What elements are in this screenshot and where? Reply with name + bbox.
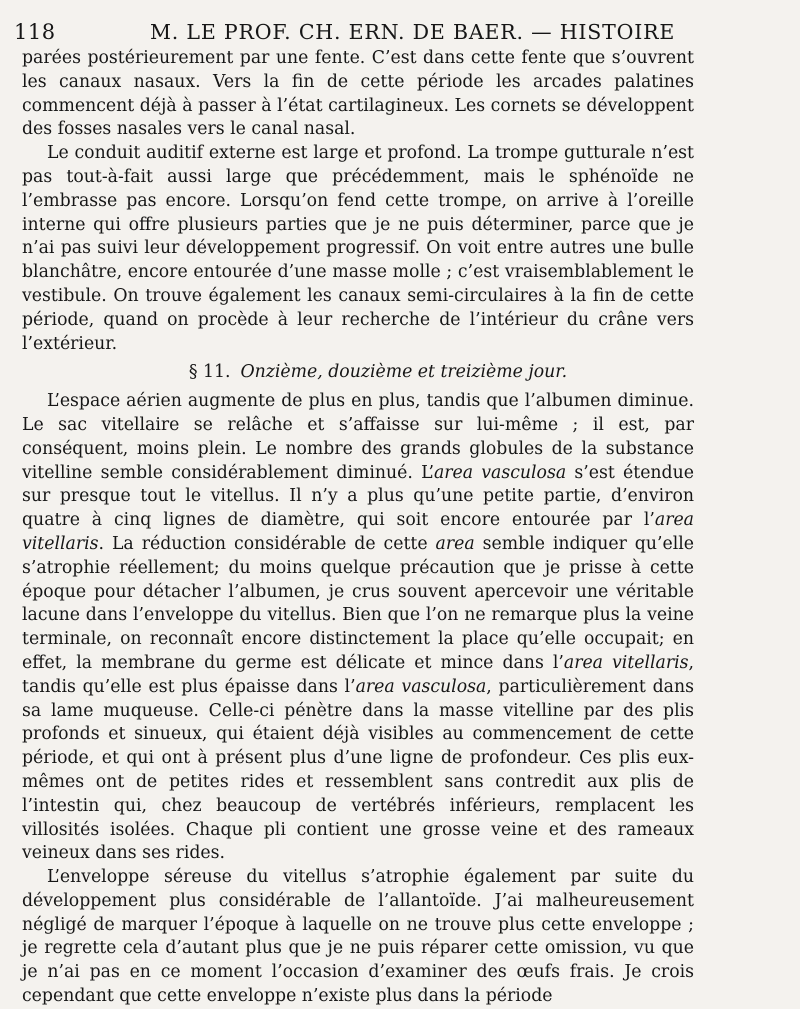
text-run: , tandis qu’elle est plus épaisse dans l’ [22, 652, 695, 697]
section-number: § 11. [188, 362, 231, 383]
text-run: , particulièrement dans sa lame muqueuse. Celle-ci pénètre dans la masse vitelline par des plis profonds et sinueux, qui étaient déjà visibles au commencement de cette période, et qui ont à présent plus d’une ligne de profondeur. Ces plis eux-mêmes ont de petites rides et ressemblent sans contredit aux plis de l’intestin qui, chez beaucoup de vertébrés inférieurs, remplacent les villosités isolées. Chaque pli contient une grosse veine et des rameaux veineux dans ses rides. [22, 676, 694, 864]
paragraph [22, 390, 694, 866]
text-run: . La réduction considérable de cette [98, 533, 436, 554]
text-run: L’espace aérien augmente de plus en plus, tandis que l’albumen diminue. Le sac vitellaire se relâche et s’affaisse sur lui-même ; il est, par conséquent, moins plein. Le nombre des grands globules de la substance vitelline semble considérablement diminué. L’ [22, 391, 694, 483]
paragraphs-before [22, 47, 694, 356]
italic-term: area vitellaris [22, 510, 694, 554]
body-text [22, 47, 694, 1009]
italic-term: area vitellaris [563, 652, 689, 673]
paragraphs-after [22, 390, 694, 1009]
section-title: Onzième, douzième et treizième jour. [240, 362, 568, 383]
running-head: M. LE PROF. CH. ERN. DE BAER. — HISTOIRE [150, 20, 676, 44]
paragraph [22, 866, 694, 1009]
italic-term: area vasculosa [355, 676, 487, 697]
text-run: parées postérieurement par une fente. C’est dans cette fente que s’ouvrent les canaux nasaux. Vers la fin de cette période les arcades palatines commencent déjà à passer à l’état cartilagineux. Les cornets se développent des fosses nasales vers le canal nasal. [22, 48, 694, 140]
italic-term: area vasculosa [433, 462, 567, 483]
text-run: L’enveloppe séreuse du vitellus s’atrophie également par suite du développement plus considérable de l’allantoïde. J’ai malheureusement négligé de marquer l’époque à laquelle on ne trouve plus cette enveloppe ; je regrette cela d’autant plus que je ne puis réparer cette omission, vu que je n’ai pas en ce moment l’occasion d’examiner des œufs frais. Je crois cependant que cette enveloppe n’existe plus dans la période [22, 867, 694, 1007]
italic-term: area [435, 533, 475, 554]
text-run: Le conduit auditif externe est large et profond. La trompe gutturale n’est pas tout-à-fait aussi large que précédemment, mais le sphénoïde ne l’embrasse pas encore. Lorsqu’on fend cette trompe, on arrive à l’oreille interne qui offre plusieurs parties que je ne puis déterminer, parce que je n’ai pas suivi leur développement progressif. On voit entre autres une bulle blanchâtre, encore entourée d’une masse molle ; c’est vraisemblablement le vestibule. On trouve également les canaux semi-circulaires à la fin de cette période, quand on procède à leur recherche de l’intérieur du crâne vers l’extérieur. [22, 143, 694, 354]
section-heading [22, 361, 694, 385]
paragraph [22, 47, 694, 142]
text-run: s’est étendue sur presque tout le vitellus. Il n’y a plus qu’une petite partie, d’environ quatre à cinq lignes de diamètre, qui soit encore entourée par l’ [22, 462, 694, 531]
page-header [0, 14, 800, 44]
text-run: semble indiquer qu’elle s’atrophie réellement; du moins quelque précaution que je prisse à cette époque pour détacher l’albumen, je crus souvent apercevoir une véritable lacune dans l’enveloppe du vitellus. Bien que l’on ne remarque plus la veine terminale, on reconnaît encore distinctement la place qu’elle occupait; en effet, la membrane du germe est délicate et mince dans l’ [22, 533, 694, 673]
paragraph [22, 142, 694, 356]
page-number: 118 [14, 20, 56, 44]
